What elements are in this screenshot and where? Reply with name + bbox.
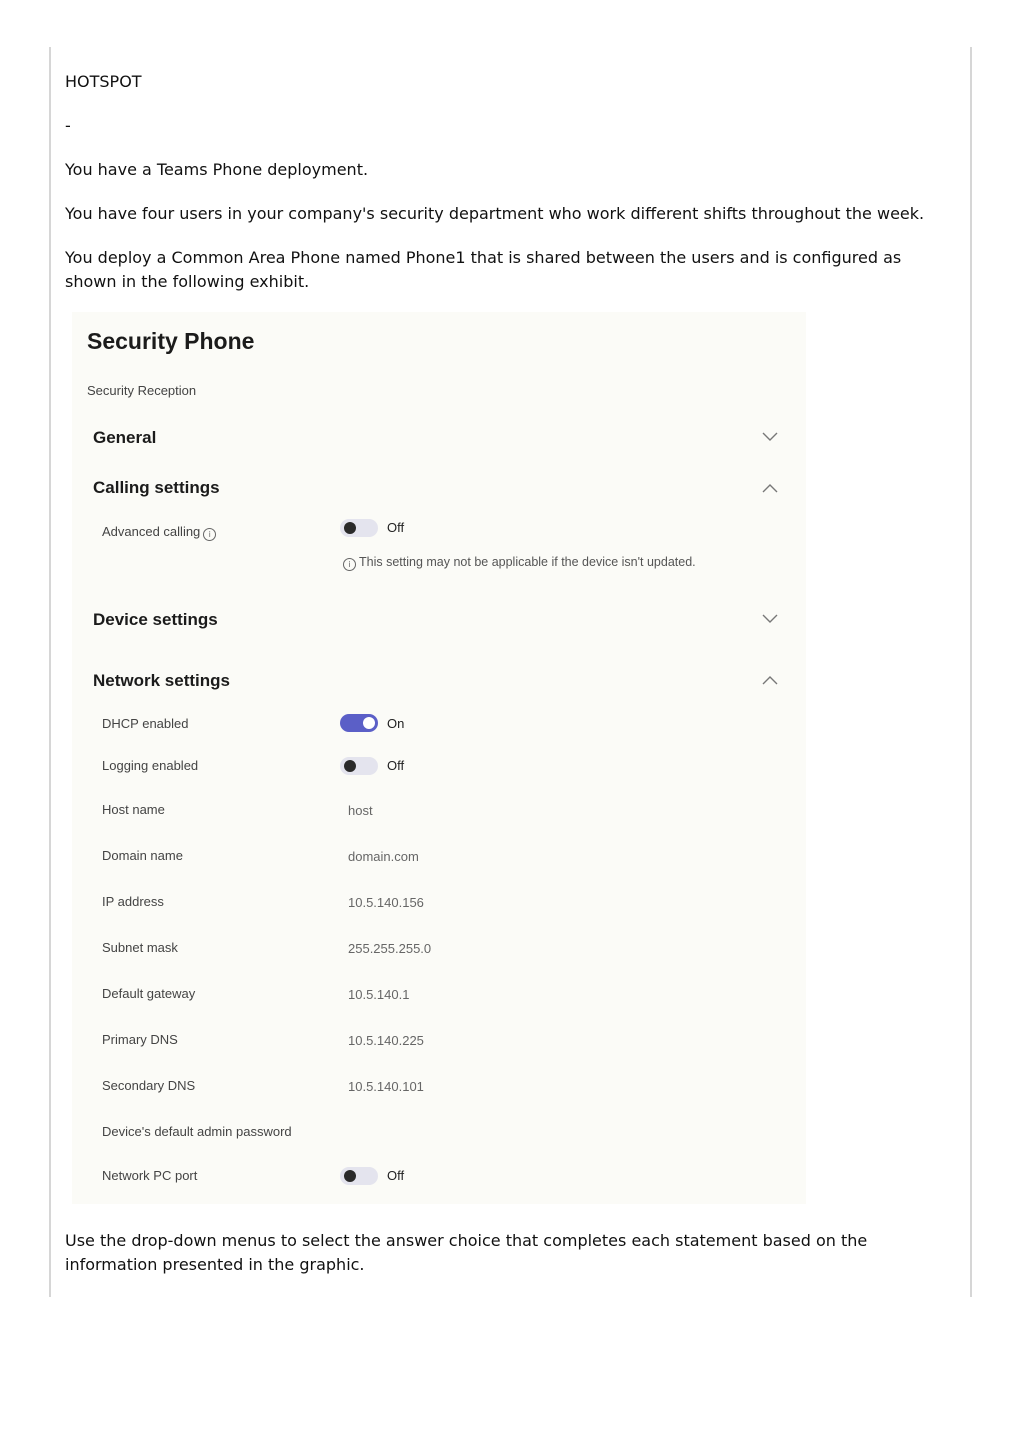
- question-paragraph-3: You deploy a Common Area Phone named Phone1 that is shared between the users and is configured as shown in the following exhibit.: [65, 248, 902, 291]
- subnet-mask-label: Subnet mask: [102, 940, 178, 955]
- secondary-dns-value: 10.5.140.101: [348, 1079, 424, 1094]
- advanced-calling-state: Off: [387, 520, 405, 535]
- dhcp-state: On: [387, 716, 405, 731]
- advanced-calling-toggle[interactable]: [340, 519, 378, 537]
- pc-port-state: Off: [387, 1168, 405, 1183]
- question-paragraph-1: You have a Teams Phone deployment.: [65, 160, 369, 179]
- host-name-label: Host name: [102, 802, 165, 817]
- host-name-value: host: [348, 803, 373, 818]
- question-type: HOTSPOT: [65, 72, 142, 91]
- admin-password-label: Device's default admin password: [102, 1124, 292, 1139]
- logging-state: Off: [387, 758, 405, 773]
- pc-port-label: Network PC port: [102, 1168, 198, 1183]
- advanced-calling-label: [102, 524, 216, 541]
- chevron-down-icon[interactable]: [762, 432, 778, 444]
- info-icon: i: [343, 558, 356, 571]
- section-network-header[interactable]: Network settings: [93, 671, 230, 690]
- toggle-knob: [344, 760, 356, 772]
- chevron-down-icon[interactable]: [762, 614, 778, 626]
- chevron-up-icon[interactable]: [762, 675, 778, 687]
- advanced-calling-label-text: Advanced calling: [102, 524, 201, 539]
- device-subtitle: Security Reception: [87, 383, 197, 398]
- section-calling-header[interactable]: Calling settings: [93, 478, 220, 497]
- default-gateway-value: 10.5.140.1: [348, 987, 410, 1002]
- secondary-dns-label: Secondary DNS: [102, 1078, 196, 1093]
- logging-toggle[interactable]: [340, 757, 378, 775]
- default-gateway-label: Default gateway: [102, 986, 196, 1001]
- dhcp-label: DHCP enabled: [102, 716, 189, 731]
- ip-address-value: 10.5.140.156: [348, 895, 424, 910]
- section-general-header[interactable]: General: [93, 428, 157, 447]
- calling-note-text: This setting may not be applicable if the device isn't updated.: [359, 555, 696, 569]
- section-device-header[interactable]: Device settings: [93, 610, 218, 629]
- toggle-knob: [344, 1170, 356, 1182]
- domain-name-label: Domain name: [102, 848, 183, 863]
- toggle-knob: [363, 717, 375, 729]
- subnet-mask-value: 255.255.255.0: [348, 941, 432, 956]
- logging-label: Logging enabled: [102, 758, 199, 773]
- calling-note: [343, 555, 696, 571]
- ip-address-label: IP address: [102, 894, 164, 909]
- instruction-text: Use the drop-down menus to select the answer choice that completes each statement based on the information presented in the graphic.: [65, 1231, 868, 1274]
- device-title: Security Phone: [87, 328, 255, 354]
- toggle-knob: [344, 522, 356, 534]
- pc-port-toggle[interactable]: [340, 1167, 378, 1185]
- separator-dash: -: [65, 116, 71, 135]
- primary-dns-label: Primary DNS: [102, 1032, 178, 1047]
- primary-dns-value: 10.5.140.225: [348, 1033, 424, 1048]
- dhcp-toggle[interactable]: [340, 714, 378, 732]
- info-icon[interactable]: i: [203, 528, 216, 541]
- question-paragraph-2: You have four users in your company's security department who work different shifts throughout the week.: [65, 204, 925, 223]
- chevron-up-icon[interactable]: [762, 483, 778, 495]
- domain-name-value: domain.com: [348, 849, 419, 864]
